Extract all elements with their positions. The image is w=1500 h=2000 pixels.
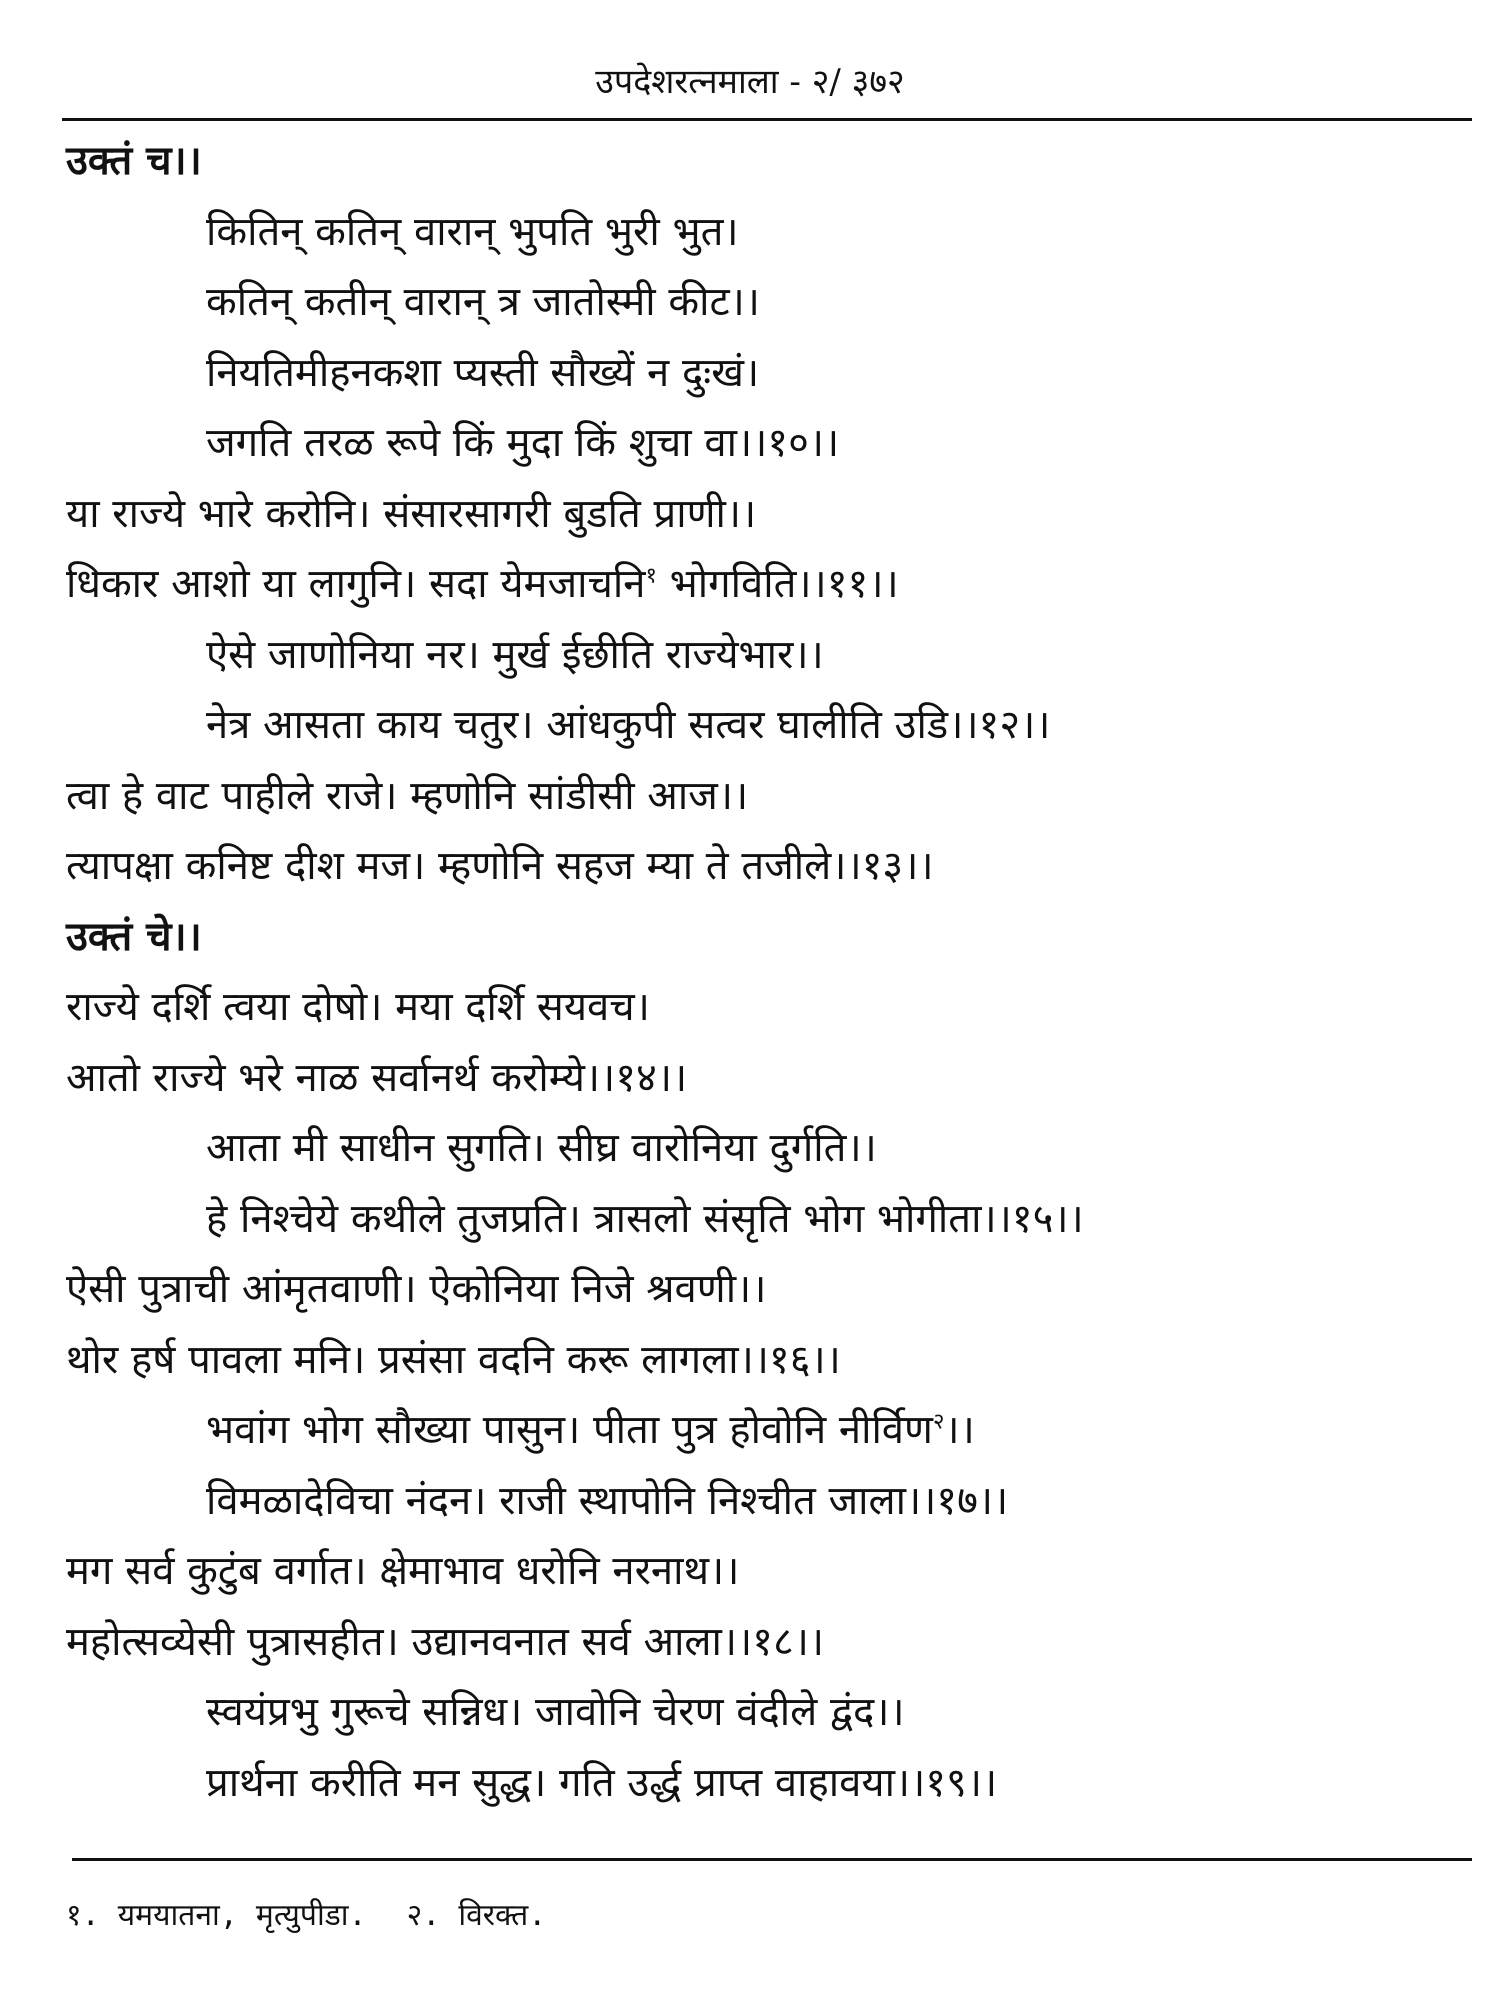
verse-text: धिकार आशो या लागुनि। सदा येमजाचनि bbox=[66, 561, 646, 607]
verse-text: प्रार्थना करीति मन सुद्ध। गति उर्द्ध प्राप्त वाहावया।।१९।। bbox=[206, 1760, 998, 1806]
verse-text: थोर हर्ष पावला मनि। प्रसंसा वदनि करू लागला।।१६।। bbox=[66, 1337, 841, 1383]
verse-line bbox=[206, 1124, 877, 1172]
footnote-marker: १ bbox=[645, 563, 657, 589]
verse-line bbox=[66, 1054, 687, 1102]
verse-line bbox=[66, 772, 748, 820]
verse-text: या राज्ये भारे करोनि। संसारसागरी बुडति प्राणी।। bbox=[66, 491, 757, 537]
verse-text: ऐसी पुत्राची आंमृतवाणी। ऐकोनिया निजे श्रवणी।। bbox=[66, 1266, 767, 1312]
verse-line bbox=[206, 1759, 997, 1807]
verse-text: जगति तरळ रूपे किं मुदा किं शुचा वा।।१०।। bbox=[206, 420, 840, 466]
running-header: उपदेशरत्नमाला - २/ ३७२ bbox=[595, 62, 905, 102]
verse-line bbox=[206, 701, 1050, 749]
verse-text: कितिन् कतिन् वारान् भुपति भुरी भुत। bbox=[206, 209, 739, 255]
verse-text: त्यापक्षा कनिष्ट दीश मज। म्हणोनि सहज म्या ते तजीले।।१३।। bbox=[66, 843, 934, 889]
verse-text: भवांग भोग सौख्या पासुन। पीता पुत्र होवोनि नीर्विण bbox=[206, 1407, 933, 1453]
verse-text: नियतिमीहनकशा प्यस्ती सौख्यें न दुःखं। bbox=[206, 350, 760, 396]
footnote-2: २. विरक्त. bbox=[406, 1898, 547, 1933]
verse-text-tail: भोगविति।।११।। bbox=[656, 561, 899, 607]
verse-text: स्वयंप्रभु गुरूचे सन्निध। जावोनि चेरण वंदीले द्वंद।। bbox=[206, 1689, 905, 1735]
verse-text: कतिन् कतीन् वारान् त्र जातोस्मी कीट।। bbox=[206, 279, 760, 325]
verse-line bbox=[206, 1688, 905, 1736]
footnote-marker: २ bbox=[932, 1409, 945, 1435]
verse-line bbox=[66, 1336, 841, 1384]
footnotes bbox=[66, 1896, 546, 1936]
verse-line bbox=[206, 1406, 975, 1454]
verse-line bbox=[66, 1265, 766, 1313]
verse-text: उक्तं चे।। bbox=[66, 913, 202, 960]
footnote-rule bbox=[72, 1858, 1472, 1861]
verse-line bbox=[206, 631, 824, 679]
verse-text: त्वा हे वाट पाहीले राजे। म्हणोनि सांडीसी आज।। bbox=[66, 773, 749, 819]
verse-text: विमळादेविचा नंदन। राजी स्थापोनि निश्चीत जाला।।१७।। bbox=[206, 1478, 1009, 1524]
verse-text: महोत्सव्येसी पुत्रासहीत। उद्यानवनात सर्व आला।।१८।। bbox=[66, 1619, 825, 1665]
verse-line bbox=[206, 278, 760, 326]
verse-text: आतो राज्ये भरे नाळ सर्वानर्थ करोम्ये।।१४।। bbox=[66, 1055, 688, 1101]
verse-line bbox=[206, 1477, 1008, 1525]
verse-text: हे निश्चेये कथीले तुजप्रति। त्रासलो संसृति भोग भोगीता।।१५।। bbox=[206, 1196, 1084, 1242]
verse-line bbox=[206, 349, 759, 397]
verse-line bbox=[66, 983, 650, 1031]
verse-line bbox=[206, 208, 739, 256]
verse-text: उक्तं च।। bbox=[66, 137, 202, 184]
verse-line bbox=[66, 1547, 739, 1595]
verse-line bbox=[66, 842, 934, 890]
verse-line bbox=[66, 560, 899, 608]
verse-line bbox=[66, 137, 202, 185]
verse-line bbox=[66, 913, 202, 961]
verse-text: आता मी साधीन सुगति। सीघ्र वारोनिया दुर्गति।। bbox=[206, 1125, 877, 1171]
footnote-1: १. यमयातना, मृत्युपीडा. bbox=[66, 1898, 367, 1933]
verse-line bbox=[206, 419, 839, 467]
verse-text: राज्ये दर्शि त्वया दोषो। मया दर्शि सयवच। bbox=[66, 984, 650, 1030]
verse-text: ऐसे जाणोनिया नर। मुर्ख ईछीति राज्येभार।। bbox=[206, 632, 824, 678]
verse-line bbox=[66, 490, 756, 538]
verse-text-tail: ।। bbox=[944, 1407, 975, 1453]
header-rule bbox=[62, 118, 1472, 121]
verse-line bbox=[206, 1195, 1084, 1243]
verse-line bbox=[66, 1618, 824, 1666]
verse-text: नेत्र आसता काय चतुर। आंधकुपी सत्वर घालीति उडि।।१२।। bbox=[206, 702, 1051, 748]
verse-text: मग सर्व कुटुंब वर्गात। क्षेमाभाव धरोनि नरनाथ।। bbox=[66, 1548, 740, 1594]
